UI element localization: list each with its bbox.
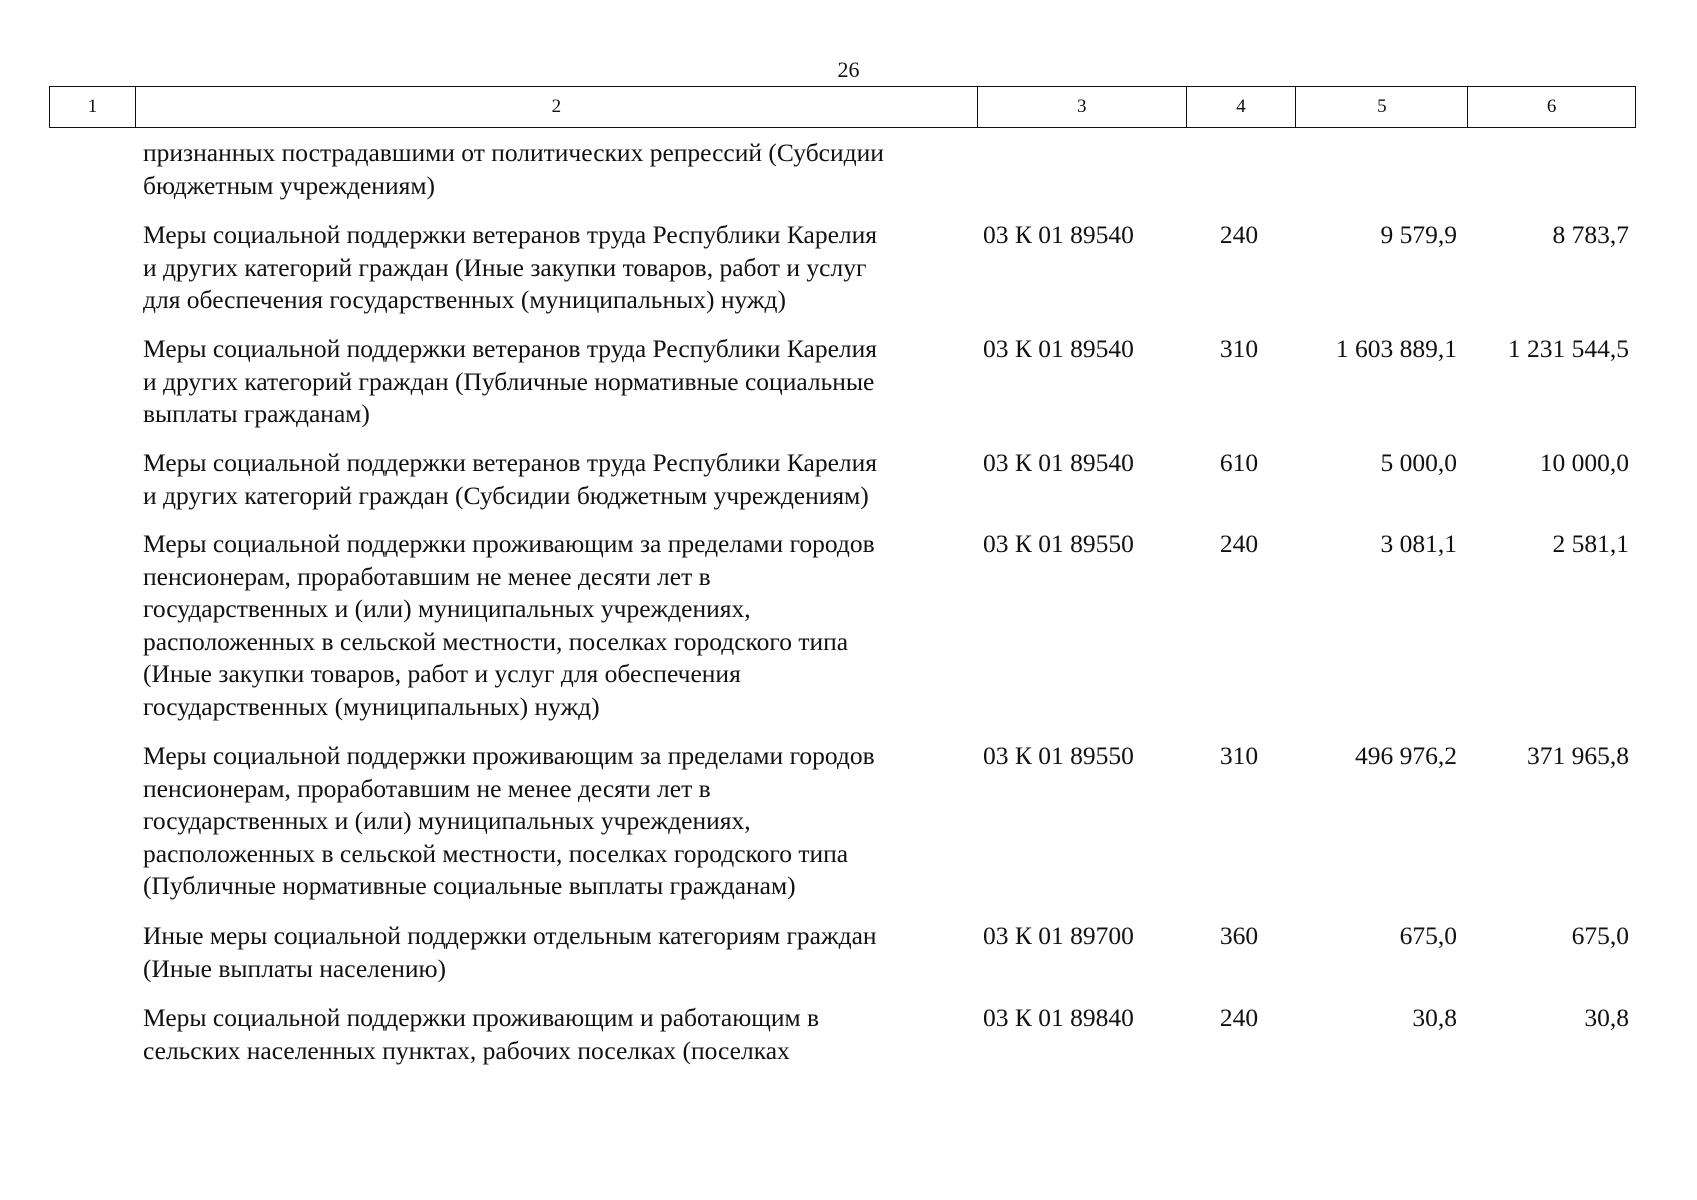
- column-header-4: 4: [1187, 87, 1297, 127]
- column-header-2: 2: [136, 87, 978, 127]
- row-expense-type: 310: [1219, 741, 1259, 770]
- row-amount-col5: 1 603 889,1: [1335, 334, 1457, 363]
- row-code: 03 К 01 89540: [983, 448, 1134, 477]
- row-expense-type: 240: [1219, 529, 1259, 558]
- row-code: 03 К 01 89550: [983, 529, 1134, 558]
- row-amount-col5: 3 081,1: [1380, 529, 1457, 558]
- page-number: 26: [837, 57, 860, 82]
- row-amount-col5: 5 000,0: [1380, 448, 1457, 477]
- row-amount-col6: 1 231 544,5: [1507, 334, 1629, 363]
- row-amount-col6: 8 783,7: [1552, 220, 1629, 249]
- row-amount-col6: 2 581,1: [1552, 529, 1629, 558]
- row-expense-type: 360: [1219, 921, 1259, 950]
- row-description: Меры социальной поддержки ветеранов труда Республики Карелия и других категорий граждан (Иные закупки товаров, работ и услуг для обеспечения государственных (муниципальных) нужд): [143, 220, 877, 314]
- row-description: Меры социальной поддержки проживающим и работающим в сельских населенных пунктах, рабочих поселках (поселках: [143, 1003, 820, 1065]
- row-code: 03 К 01 89700: [983, 921, 1134, 950]
- row-description: Меры социальной поддержки ветеранов труда Республики Карелия и других категорий граждан (Субсидии бюджетным учреждениям): [143, 448, 877, 510]
- row-description: Меры социальной поддержки проживающим за пределами городов пенсионерам, проработавшим не менее десяти лет в государственных и (или) муниципальных учреждениях, расположенных в сельской местности, поселках городского типа (Иные закупки товаров, работ и услуг для обеспечения государственных (муниципальных) нужд): [143, 529, 875, 721]
- row-amount-col6: 10 000,0: [1539, 448, 1629, 477]
- row-amount-col5: 496 976,2: [1355, 741, 1457, 770]
- column-header-1: 1: [50, 87, 136, 127]
- column-header-3: 3: [978, 87, 1187, 127]
- row-amount-col5: 9 579,9: [1380, 220, 1457, 249]
- row-code: 03 К 01 89840: [983, 1003, 1134, 1032]
- row-code: 03 К 01 89540: [983, 220, 1134, 249]
- row-code: 03 К 01 89550: [983, 741, 1134, 770]
- row-description: признанных пострадавшими от политических репрессий (Субсидии бюджетным учреждениям): [143, 138, 884, 200]
- row-amount-col6: 371 965,8: [1527, 741, 1629, 770]
- row-amount-col5: 675,0: [1399, 921, 1457, 950]
- row-description: Меры социальной поддержки ветеранов труда Республики Карелия и других категорий граждан (Публичные нормативные социальные выплаты гражданам): [143, 334, 877, 428]
- column-header-5: 5: [1296, 87, 1468, 127]
- row-expense-type: 240: [1219, 1003, 1259, 1032]
- row-expense-type: 610: [1219, 448, 1259, 477]
- row-code: 03 К 01 89540: [983, 334, 1134, 363]
- row-expense-type: 310: [1219, 334, 1259, 363]
- row-expense-type: 240: [1219, 220, 1259, 249]
- row-amount-col5: 30,8: [1412, 1003, 1457, 1032]
- row-amount-col6: 30,8: [1584, 1003, 1629, 1032]
- row-description: Меры социальной поддержки проживающим за пределами городов пенсионерам, проработавшим не менее десяти лет в государственных и (или) муниципальных учреждениях, расположенных в сельской местности, поселках городского типа (Публичные нормативные социальные выплаты гражданам): [143, 741, 875, 900]
- row-description: Иные меры социальной поддержки отдельным категориям граждан (Иные выплаты населению): [143, 921, 877, 983]
- column-header-6: 6: [1546, 96, 1557, 117]
- row-amount-col6: 675,0: [1571, 921, 1629, 950]
